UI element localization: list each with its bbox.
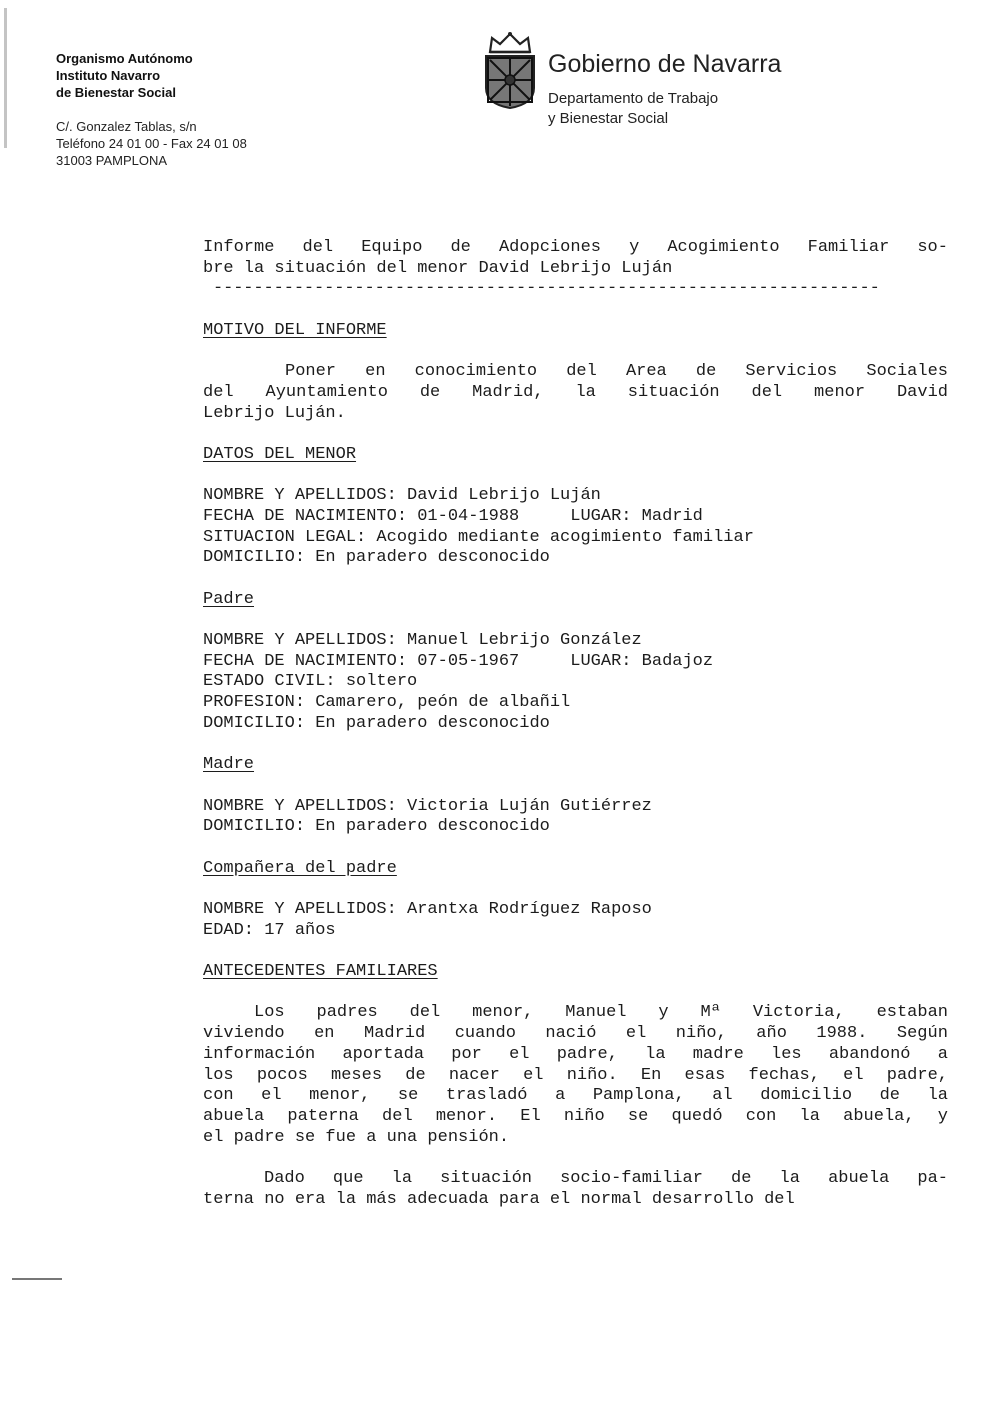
section-heading-antecedentes: ANTECEDENTES FAMILIARES — [203, 962, 438, 982]
word: meses — [331, 1065, 383, 1085]
word: Informe — [203, 238, 275, 257]
word: Manuel — [565, 1003, 627, 1023]
word: con — [745, 1106, 777, 1126]
word: abuela, — [843, 1106, 915, 1126]
field-line: FECHA DE NACIMIENTO: 07-05-1967 LUGAR: Badajoz — [203, 651, 714, 671]
word: a — [937, 1044, 948, 1064]
paragraph-line — [203, 1003, 948, 1024]
word: Según — [896, 1024, 948, 1044]
field-line: NOMBRE Y APELLIDOS: Manuel Lebrijo González — [203, 631, 642, 651]
word: nacer — [448, 1065, 500, 1085]
field-line: PROFESION: Camarero, peón de albañil — [203, 693, 571, 713]
word: En — [640, 1065, 662, 1085]
word: menor — [814, 382, 866, 402]
word: de — [419, 382, 441, 402]
field-line: EDAD: 17 años — [203, 920, 336, 940]
word: la — [645, 1044, 666, 1064]
paragraph-line: terna no era la más adecuada para el normal desarrollo del — [203, 1189, 795, 1209]
word: de — [405, 1065, 426, 1085]
paragraph-antecedentes-2 — [203, 1169, 948, 1190]
section-heading-motivo: MOTIVO DEL INFORME — [203, 320, 387, 340]
field-line: ESTADO CIVIL: soltero — [203, 672, 418, 692]
address-line: 31003 PAMPLONA — [56, 153, 168, 168]
word: se — [627, 1106, 649, 1126]
word: en — [314, 1024, 335, 1044]
word: que — [332, 1168, 364, 1188]
word: y — [937, 1106, 948, 1126]
word: El — [520, 1106, 541, 1126]
paragraph-line — [203, 1086, 948, 1107]
word: la — [575, 382, 596, 402]
word: menor, — [309, 1086, 371, 1106]
word: Mª — [700, 1003, 721, 1023]
org-line: Organismo Autónomo — [56, 51, 193, 66]
field-line: NOMBRE Y APELLIDOS: Victoria Luján Gutiérrez — [203, 796, 652, 816]
word: menor. — [435, 1106, 498, 1126]
organization-address — [56, 118, 247, 169]
report-title-line — [203, 238, 948, 259]
word: información — [203, 1044, 316, 1064]
field-line: DOMICILIO: En paradero desconocido — [203, 548, 550, 568]
paragraph-line: el padre se fue a una pensión. — [203, 1127, 510, 1147]
word: abuela — [828, 1168, 890, 1188]
report-title-line: bre la situación del menor David Lebrijo Luján — [203, 258, 673, 278]
word: pa- — [917, 1168, 948, 1188]
address-line: Teléfono 24 01 00 - Fax 24 01 08 — [56, 136, 247, 151]
word: niño, — [675, 1024, 727, 1044]
word: abandonó — [828, 1044, 911, 1064]
word: la — [391, 1168, 413, 1188]
word: menor, — [472, 1003, 534, 1023]
paragraph-line — [203, 383, 948, 404]
word: niño — [563, 1106, 605, 1126]
word: Sociales — [866, 362, 948, 382]
word: Dado — [264, 1168, 305, 1188]
word: paterna — [287, 1106, 359, 1126]
report-body — [203, 238, 948, 1210]
word: del — [409, 1003, 441, 1023]
word: Madrid, — [472, 382, 544, 402]
word: so- — [917, 238, 948, 257]
word: conocimiento — [414, 362, 538, 382]
word: Acogimiento — [667, 238, 780, 257]
paragraph-line — [203, 1107, 948, 1128]
word: en — [365, 362, 386, 382]
word: Servicios — [745, 362, 838, 382]
org-line: Instituto Navarro — [56, 68, 161, 83]
department-line: y Bienestar Social — [548, 110, 669, 127]
word: Ayuntamiento — [265, 382, 388, 402]
word: padre, — [886, 1065, 948, 1085]
word: padres — [316, 1003, 378, 1023]
word: pocos — [256, 1065, 308, 1085]
address-line: C/. Gonzalez Tablas, s/n — [56, 119, 197, 134]
paragraph-line: Lebrijo Luján. — [203, 403, 346, 423]
word: y — [658, 1003, 669, 1023]
paragraph-line — [203, 1024, 948, 1045]
word: del — [566, 362, 597, 382]
organization-name — [56, 50, 193, 101]
word: Victoria, — [752, 1003, 845, 1023]
word: el — [523, 1065, 544, 1085]
word: cuando — [454, 1024, 516, 1044]
title-rule: ------------------------------------------------------------------ — [213, 279, 880, 299]
word: niño. — [566, 1065, 618, 1085]
word: de — [731, 1168, 752, 1188]
section-heading-companera: Compañera del padre — [203, 858, 397, 878]
word: del — [382, 1106, 413, 1126]
scan-artifact — [4, 8, 7, 148]
word: David — [896, 382, 948, 402]
word: del — [203, 382, 234, 402]
paragraph-line — [203, 1045, 948, 1066]
word: fechas, — [748, 1065, 820, 1085]
paragraph-line — [203, 1169, 948, 1190]
government-department — [548, 89, 718, 129]
word: se — [397, 1086, 419, 1106]
word: Pamplona, — [592, 1086, 685, 1106]
scan-artifact — [12, 1278, 62, 1280]
org-line: de Bienestar Social — [56, 85, 176, 100]
paragraph-antecedentes-1 — [203, 1003, 948, 1127]
field-line: DOMICILIO: En paradero desconocido — [203, 817, 550, 837]
section-heading-padre: Padre — [203, 589, 255, 609]
word: situación — [440, 1168, 532, 1188]
word: domicilio — [760, 1086, 853, 1106]
word: año — [756, 1024, 787, 1044]
word: esas — [684, 1065, 726, 1085]
word: con — [203, 1086, 234, 1106]
word: el — [843, 1065, 864, 1085]
section-heading-menor: DATOS DEL MENOR — [203, 444, 357, 464]
word: la — [779, 1168, 800, 1188]
field-line: DOMICILIO: En paradero desconocido — [203, 713, 550, 733]
word: de — [879, 1086, 900, 1106]
field-line: NOMBRE Y APELLIDOS: David Lebrijo Luján — [203, 486, 601, 506]
word: la — [927, 1086, 948, 1106]
department-line: Departamento de Trabajo — [548, 90, 719, 107]
word: los — [203, 1065, 234, 1085]
word: quedó — [671, 1106, 723, 1126]
field-line: NOMBRE Y APELLIDOS: Arantxa Rodríguez Raposo — [203, 900, 652, 919]
word: Familiar — [807, 238, 890, 257]
word: al — [712, 1086, 733, 1106]
word: del — [751, 382, 783, 402]
paragraph-line — [203, 1066, 948, 1087]
word: Adopciones — [498, 238, 601, 257]
government-title: Gobierno de Navarra — [548, 50, 782, 78]
word: Poner — [285, 362, 337, 382]
word: abuela — [203, 1106, 265, 1126]
word: situación — [627, 382, 720, 402]
word: de — [450, 238, 471, 257]
word: viviendo — [203, 1024, 285, 1044]
word: socio-familiar — [560, 1168, 703, 1188]
word: aportada — [342, 1044, 425, 1064]
word: el — [509, 1044, 530, 1064]
word: de — [695, 362, 717, 382]
word: padre, — [556, 1044, 618, 1064]
word: nació — [545, 1024, 597, 1044]
word: les — [771, 1044, 802, 1064]
paragraph-line — [203, 362, 948, 383]
word: madre — [692, 1044, 744, 1064]
word: estaban — [876, 1003, 948, 1023]
word: Madrid — [364, 1024, 426, 1044]
section-heading-madre: Madre — [203, 755, 255, 775]
word: 1988. — [816, 1024, 868, 1044]
field-line: FECHA DE NACIMIENTO: 01-04-1988 LUGAR: Madrid — [203, 506, 703, 526]
word: y — [629, 238, 640, 257]
word: por — [451, 1044, 482, 1064]
word: Los — [254, 1003, 285, 1023]
word: trasladó — [445, 1086, 528, 1106]
word: del — [302, 238, 334, 257]
word: Area — [625, 362, 667, 382]
word: el — [261, 1086, 282, 1106]
word: Equipo — [361, 238, 423, 257]
word: el — [625, 1024, 647, 1044]
navarra-crest-icon — [480, 30, 540, 110]
word: a — [555, 1086, 566, 1106]
word: la — [799, 1106, 820, 1126]
field-line: SITUACION LEGAL: Acogido mediante acogimiento familiar — [203, 527, 754, 547]
